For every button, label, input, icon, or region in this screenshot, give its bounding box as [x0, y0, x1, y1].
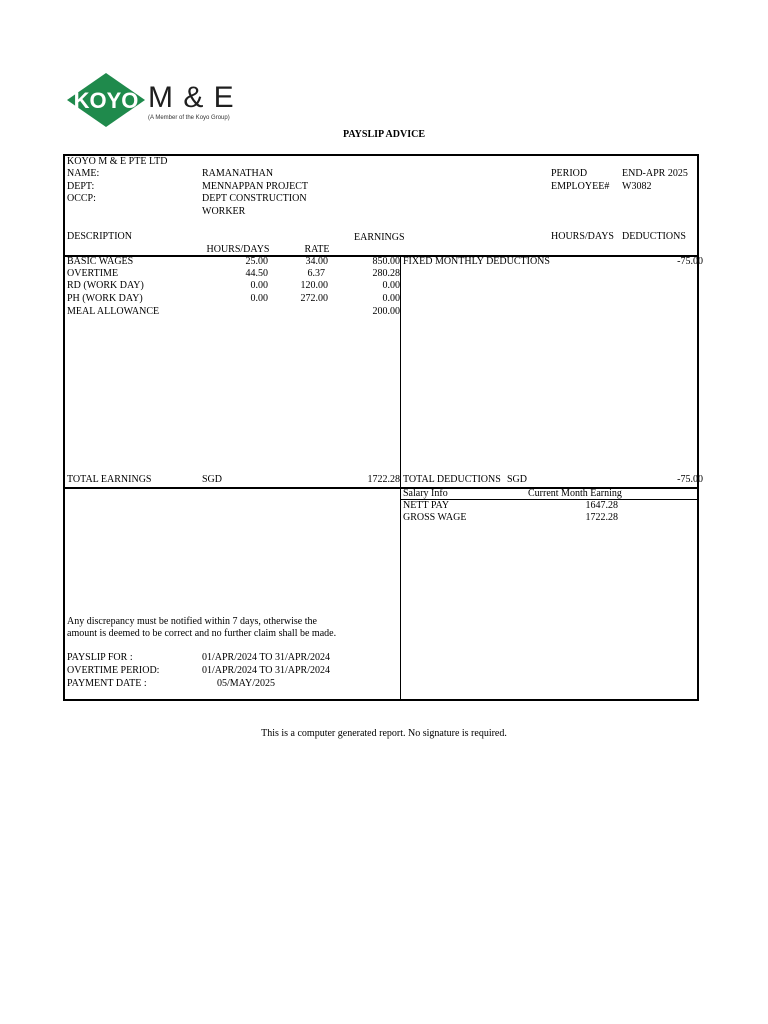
- deduction-description: FIXED MONTHLY DEDUCTIONS: [403, 256, 550, 267]
- earning-rate: 6.37: [307, 268, 325, 279]
- nett-pay-label: NETT PAY: [403, 500, 450, 511]
- deduction-amount: -75.00: [677, 256, 703, 267]
- employee-no-label: EMPLOYEE#: [551, 181, 610, 192]
- dept-label: DEPT:: [67, 181, 95, 192]
- total-deductions-label: TOTAL DEDUCTIONS: [403, 474, 501, 485]
- earning-amount: 0.00: [382, 280, 400, 291]
- description-header: DESCRIPTION: [67, 231, 133, 242]
- koyo-diamond-logo: [66, 72, 146, 128]
- earning-rate: 120.00: [300, 280, 328, 291]
- logo-brand-text: KOYO: [73, 88, 139, 113]
- payslip-for-value: 01/APR/2024 TO 31/APR/2024: [202, 652, 330, 663]
- earning-description: OVERTIME: [67, 268, 119, 279]
- rate-header: RATE: [304, 244, 330, 255]
- page-title: PAYSLIP ADVICE: [343, 129, 425, 140]
- earning-amount: 200.00: [372, 306, 400, 317]
- total-earnings-label: TOTAL EARNINGS: [67, 474, 152, 485]
- total-earnings-currency: SGD: [202, 474, 223, 485]
- payment-date-label: PAYMENT DATE :: [67, 678, 147, 689]
- notice-line-1: Any discrepancy must be notified within 7 days, otherwise the: [67, 616, 317, 627]
- company-name: KOYO M & E PTE LTD: [67, 156, 168, 167]
- earning-amount: 850.00: [372, 256, 400, 267]
- current-month-earning-label: Current Month Earning: [528, 488, 622, 499]
- earning-description: MEAL ALLOWANCE: [67, 306, 160, 317]
- column-divider: [400, 255, 401, 701]
- deductions-header: DEDUCTIONS: [622, 231, 686, 242]
- overtime-period-value: 01/APR/2024 TO 31/APR/2024: [202, 665, 330, 676]
- earnings-header: EARNINGS: [354, 232, 405, 243]
- earning-rate: 272.00: [300, 293, 328, 304]
- company-logo: [66, 72, 236, 128]
- employee-no-value: W3082: [622, 181, 652, 192]
- logo-tagline: (A Member of the Koyo Group): [148, 115, 230, 121]
- earning-amount: 280.28: [372, 268, 400, 279]
- overtime-period-label: OVERTIME PERIOD:: [67, 665, 160, 676]
- total-deductions-currency: SGD: [507, 474, 528, 485]
- occp-label: OCCP:: [67, 193, 96, 204]
- earning-description: BASIC WAGES: [67, 256, 134, 267]
- earning-rate: 34.00: [305, 256, 328, 267]
- employee-occp-line2: WORKER: [202, 206, 246, 217]
- earning-hours: 0.00: [250, 280, 268, 291]
- hours-days-right-header: HOURS/DAYS: [551, 231, 614, 242]
- footer-note: This is a computer generated report. No signature is required.: [261, 728, 507, 739]
- employee-name: RAMANATHAN: [202, 168, 274, 179]
- gross-wage-value: 1722.28: [585, 512, 618, 523]
- earning-description: RD (WORK DAY): [67, 280, 144, 291]
- nett-pay-value: 1647.28: [585, 500, 618, 511]
- employee-occp-line1: DEPT CONSTRUCTION: [202, 193, 307, 204]
- earning-hours: 0.00: [250, 293, 268, 304]
- notice-line-2: amount is deemed to be correct and no further claim shall be made.: [67, 628, 337, 639]
- employee-dept: MENNAPPAN PROJECT: [202, 181, 309, 192]
- total-earnings-amount: 1722.28: [367, 474, 400, 485]
- payslip-for-label: PAYSLIP FOR :: [67, 652, 133, 663]
- logo-suffix: M & E: [148, 81, 235, 114]
- period-label: PERIOD: [551, 168, 588, 179]
- earning-hours: 25.00: [245, 256, 268, 267]
- earning-amount: 0.00: [382, 293, 400, 304]
- total-deductions-amount: -75.00: [677, 474, 703, 485]
- salary-info-label: Salary Info: [403, 488, 448, 499]
- hours-days-header: HOURS/DAYS: [206, 244, 270, 255]
- payment-date-value: 05/MAY/2025: [217, 678, 275, 689]
- period-value: END-APR 2025: [622, 168, 688, 179]
- name-label: NAME:: [67, 168, 100, 179]
- gross-wage-label: GROSS WAGE: [403, 512, 467, 523]
- earning-description: PH (WORK DAY): [67, 293, 143, 304]
- earning-hours: 44.50: [245, 268, 268, 279]
